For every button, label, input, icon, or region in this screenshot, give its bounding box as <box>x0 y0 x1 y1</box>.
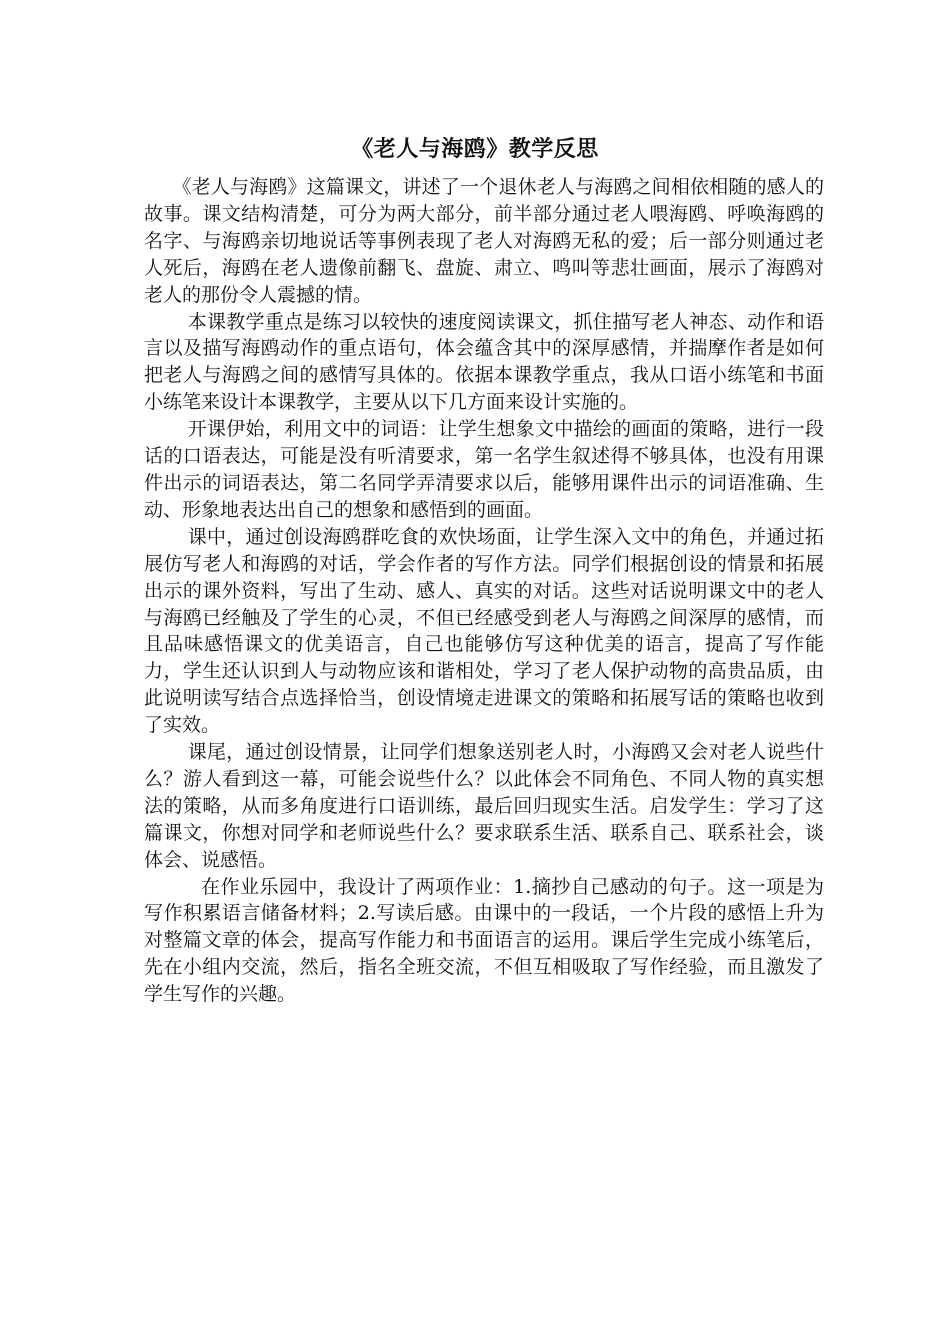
paragraph-homework: 在作业乐园中，我设计了两项作业：1.摘抄自己感动的句子。这一项是为写作积累语言储备材料；2.写读后感。由课中的一段话，一个片段的感悟上升为对整篇文章的体会，提高写作能力和书面语言的运用。课后学生完成小练笔后，先在小组内交流，然后，指名全班交流，不但互相吸取了写作经验，而且激发了学生写作的兴趣。 <box>144 875 824 1006</box>
paragraph-lesson-opening: 开课伊始，利用文中的词语：让学生想象文中描绘的画面的策略，进行一段话的口语表达，可能是没有听清要求，第一名学生叙述得不够具体，也没有用课件出示的词语表达，第二名同学弄清要求以后，能够用课件出示的词语准确、生动、形象地表达出自己的想象和感悟到的画面。 <box>144 418 824 521</box>
paragraph-lesson-middle: 课中，通过创设海鸥群吃食的欢快场面，让学生深入文中的角色，并通过拓展仿写老人和海鸥的对话，学会作者的写作方法。同学们根据创设的情景和拓展出示的课外资料，写出了生动、感人、真实的对话。这些对话说明课文中的老人与海鸥已经触及了学生的心灵，不但已经感受到老人与海鸥之间深厚的感情，而且品味感悟课文的优美语言，自己也能够仿写这种优美的语言，提高了写作能力，学生还认识到人与动物应该和谐相处，学习了老人保护动物的高贵品质，由此说明读写结合点选择恰当，创设情境走进课文的策略和拓展写话的策略也收到了实效。 <box>144 525 824 737</box>
document-title: 《老人与海鸥》教学反思 <box>351 136 599 162</box>
paragraph-teaching-focus: 本课教学重点是练习以较快的速度阅读课文，抓住描写老人神态、动作和语言以及描写海鸥动作的重点语句，体会蕴含其中的深厚感情，并揣摩作者是如何把老人与海鸥之间的感情写具体的。依据本课教学重点，我从口语小练笔和书面小练笔来设计本课教学，主要从以下几方面来设计实施的。 <box>144 310 824 414</box>
paragraph-lesson-ending: 课尾，通过创设情景，让同学们想象送别老人时，小海鸥又会对老人说些什么？游人看到这一幕，可能会说些什么？以此体会不同角色、不同人物的真实想法的策略，从而多角度进行口语训练，最后回归现实生活。启发学生：学习了这篇课文，你想对同学和老师说些什么？要求联系生活、联系自己、联系社会，谈体会、说感悟。 <box>144 741 824 871</box>
paragraph-intro: 《老人与海鸥》这篇课文，讲述了一个退休老人与海鸥之间相依相随的感人的故事。课文结构清楚，可分为两大部分，前半部分通过老人喂海鸥、呼唤海鸥的名字、与海鸥亲切地说话等事例表现了老人对海鸥无私的爱；后一部分则通过老人死后，海鸥在老人遗像前翻飞、盘旋、肃立、鸣叫等悲壮画面，展示了海鸥对老人的那份令人震撼的情。 <box>144 176 824 306</box>
document-body <box>144 174 824 1008</box>
